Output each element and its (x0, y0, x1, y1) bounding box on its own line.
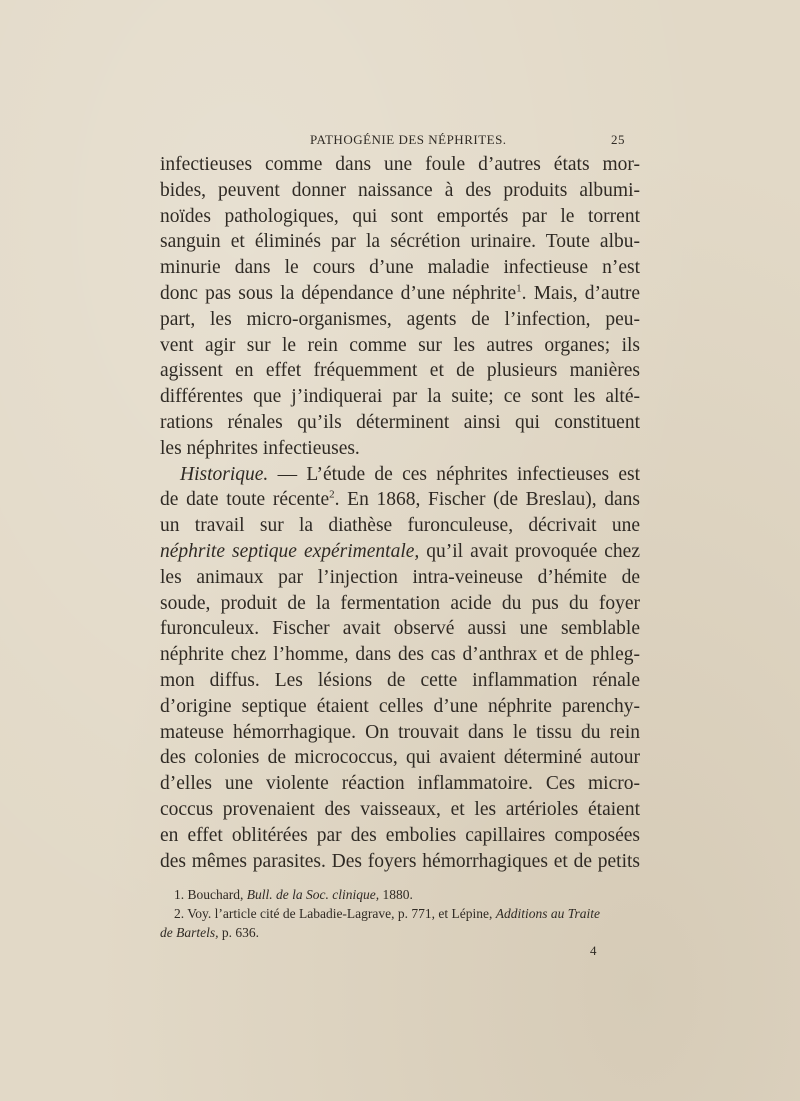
text-line: mon diffus. Les lésions de cette inflammation rénale (160, 669, 640, 691)
emphasis: Bull. de la Soc. clinique, (246, 887, 380, 902)
text-line: d’elles une violente réaction inflammatoire. Ces micro- (160, 773, 640, 795)
text-line: sanguin et éliminés par la sécrétion urinaire. Toute albu- (160, 231, 640, 253)
footnote-1 (160, 885, 640, 904)
text-line: minurie dans le cours d’une maladie infectieuse n’est (160, 257, 640, 279)
text-line: d’origine septique étaient celles d’une néphrite parenchy- (160, 695, 640, 717)
footnote-number: 2. (174, 906, 185, 921)
section-label: Historique. (180, 463, 269, 485)
running-title: PATHOGÉNIE DES NÉPHRITES. (310, 132, 507, 147)
text-line (160, 462, 640, 488)
text-segment: . En 1868, Fischer (de Breslau), dans (334, 489, 640, 511)
text-segment: Bouchard, (184, 887, 247, 902)
text-line: infectieuses comme dans une foule d’autres états mor- (160, 154, 640, 175)
emphasis: Additions au Traite (495, 906, 601, 921)
text-line (160, 487, 640, 513)
text-line: des mêmes parasites. Des foyers hémorrhagiques et de petits (160, 850, 640, 872)
text-line: des colonies de micrococcus, qui avaient déterminé autour (160, 747, 640, 769)
footnote-ref: 2 (329, 488, 335, 501)
text-line: différentes que j’indiquerai par la suite; ce sont les alté- (160, 386, 640, 408)
text-line: un travail sur la diathèse furonculeuse, décrivait une (160, 515, 640, 537)
footnote-2-continued (160, 923, 640, 942)
text-line: néphrite chez l’homme, dans des cas d’anthrax et de phleg- (160, 644, 640, 666)
text-segment: de date toute récente (160, 489, 330, 511)
emphasis: de Bartels, (160, 925, 219, 940)
body-text (160, 152, 640, 874)
text-line: soude, produit de la fermentation acide du pus du foyer (160, 592, 640, 614)
text-line: les néphrites infectieuses. (160, 437, 360, 459)
text-line (160, 281, 640, 307)
text-segment: Voy. l’article cité de Labadie-Lagrave, p. 771, et Lépine, (184, 906, 496, 921)
text-segment: . Mais, d’autre (521, 282, 640, 304)
text-segment: — L’étude de ces néphrites infectieuses est (268, 463, 640, 485)
text-line: noïdes pathologiques, qui sont emportés par le torrent (160, 205, 640, 227)
page-number: 25 (611, 132, 625, 147)
running-head (160, 132, 625, 152)
text-line (160, 539, 640, 565)
signature-mark: 4 (590, 943, 597, 958)
text-line: les animaux par l’injection intra-veineuse d’hémite de (160, 566, 640, 588)
footnote-number: 1. (174, 887, 185, 902)
footnote-2 (160, 904, 640, 923)
text-line: en effet oblitérées par des embolies capillaires composées (160, 824, 640, 846)
text-segment: donc pas sous la dépendance d’une néphrite (160, 282, 517, 304)
text-line: agissent en effet fréquemment et de plusieurs manières (160, 360, 640, 382)
text-line: coccus provenaient des vaisseaux, et les artérioles étaient (160, 798, 640, 820)
text-segment: 1880. (379, 887, 413, 902)
text-line: part, les micro-organismes, agents de l’infection, peu- (160, 308, 640, 330)
text-line: furonculeux. Fischer avait observé aussi une semblable (160, 618, 640, 640)
text-line: mateuse hémorrhagique. On trouvait dans le tissu du rein (160, 721, 640, 743)
text-line: rations rénales qu’ils déterminent ainsi qui constituent (160, 411, 640, 433)
footnote-ref: 1 (516, 282, 522, 295)
emphasis: néphrite septique expérimentale, (160, 540, 420, 562)
text-segment: p. 636. (218, 925, 259, 940)
text-segment: qu’il avait provoquée chez (419, 540, 640, 562)
footnotes (160, 885, 640, 942)
text-line: vent agir sur le rein comme sur les autres organes; ils (160, 334, 640, 356)
text-line: bides, peuvent donner naissance à des produits albumi- (160, 179, 640, 201)
